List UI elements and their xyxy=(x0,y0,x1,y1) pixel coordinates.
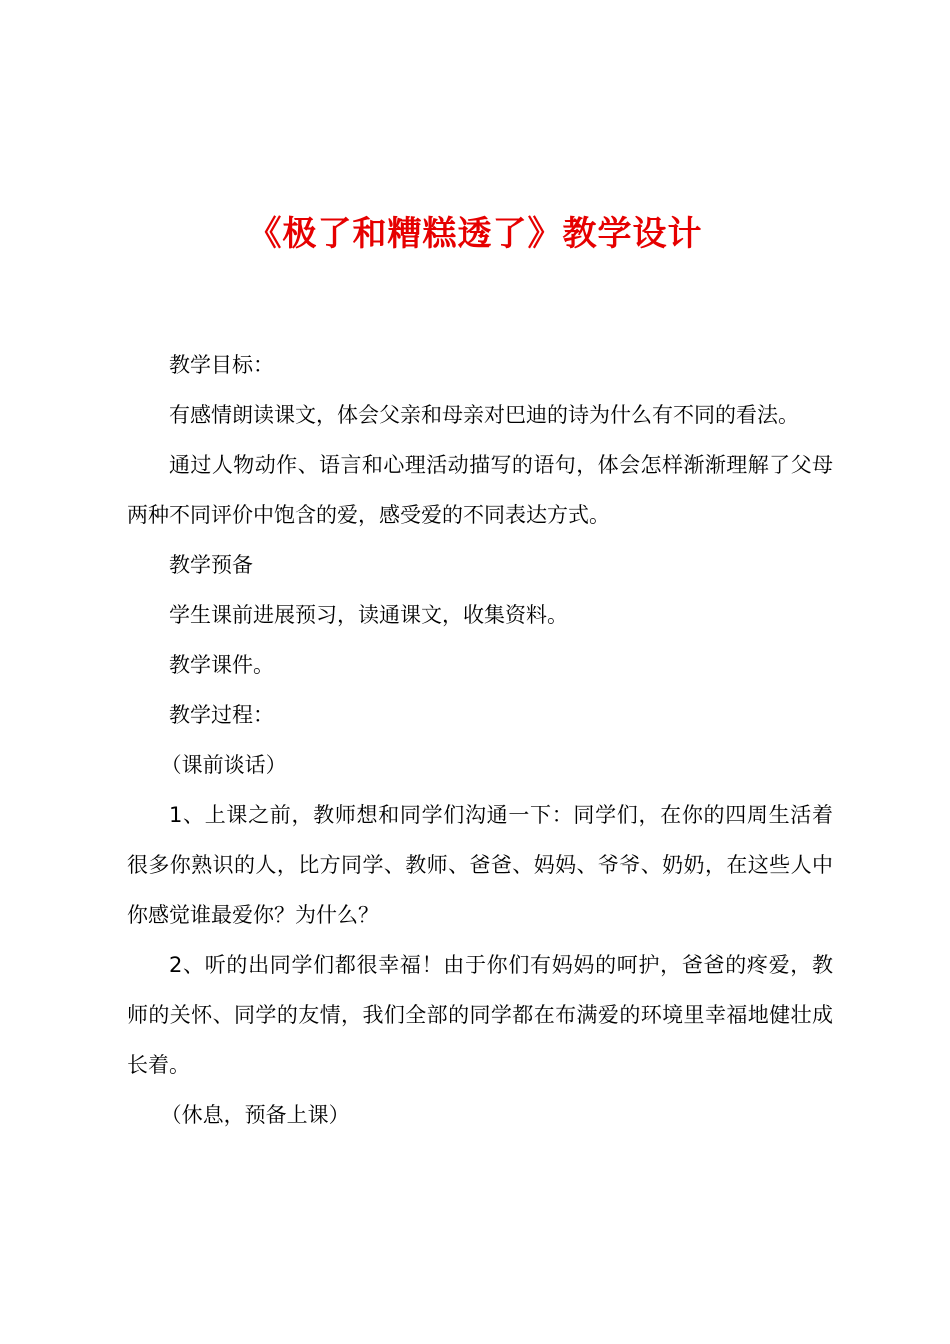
paragraph-objective-2: 通过人物动作、语言和心理活动描写的语句，体会怎样渐渐理解了父母两种不同评价中饱含的爱，感受爱的不同表达方式。 xyxy=(127,453,833,527)
paragraph-preparation-1: 学生课前进展预习，读通课文，收集资料。 xyxy=(169,603,568,627)
document-title: 《极了和糟糕透了》教学设计 xyxy=(247,214,703,254)
paragraph-process-heading: 教学过程： xyxy=(169,703,274,727)
document-body xyxy=(127,340,833,1140)
paragraph-objectives-heading: 教学目标： xyxy=(169,353,274,377)
paragraph-break-note: （休息，预备上课） xyxy=(160,1103,350,1127)
paragraph-step-1: 1、上课之前，教师想和同学们沟通一下：同学们，在你的四周生活着很多你熟识的人，比方同学、教师、爸爸、妈妈、爷爷、奶奶，在这些人中你感觉谁最爱你？为什么？ xyxy=(127,803,833,927)
paragraph-pre-class-talk: （课前谈话） xyxy=(160,753,287,777)
paragraph-objective-1: 有感情朗读课文，体会父亲和母亲对巴迪的诗为什么有不同的看法。 xyxy=(169,403,799,427)
paragraph-step-2: 2、听的出同学们都很幸福！由于你们有妈妈的呵护，爸爸的疼爱，教师的关怀、同学的友情，我们全部的同学都在布满爱的环境里幸福地健壮成长着。 xyxy=(127,953,833,1077)
paragraph-preparation-2: 教学课件。 xyxy=(169,653,274,677)
paragraph-preparation-heading: 教学预备 xyxy=(169,553,253,577)
